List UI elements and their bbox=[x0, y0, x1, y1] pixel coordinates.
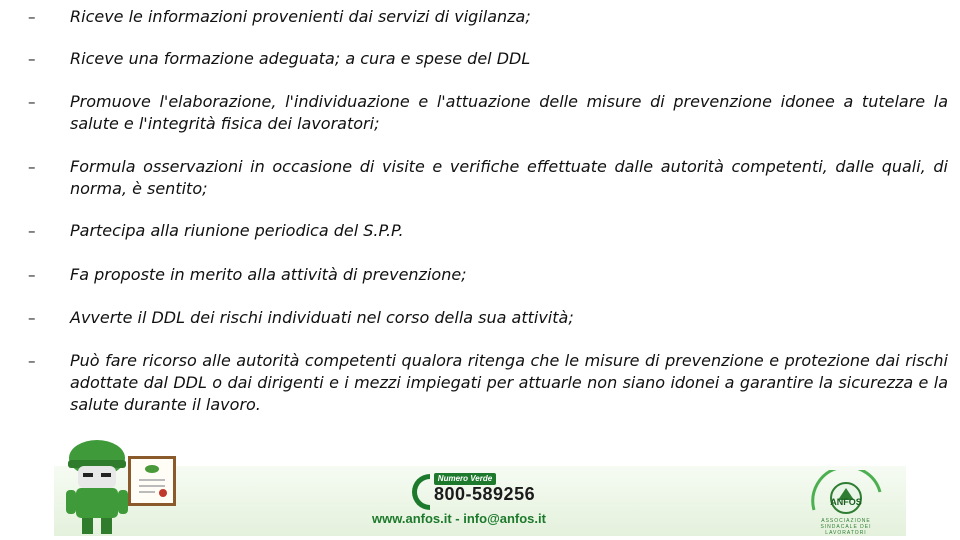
list-item bbox=[28, 264, 948, 286]
bullet-dash: – bbox=[28, 158, 36, 176]
website-email-link[interactable]: www.anfos.it - info@anfos.it bbox=[372, 511, 546, 526]
list-item-text: Promuove l'elaborazione, l'individuazione e l'attuazione delle misure di prevenzione idonee a tutelare la salute e l'integrità fisica dei lavoratori; bbox=[70, 92, 948, 133]
list-item-text: Fa proposte in merito alla attività di prevenzione; bbox=[70, 265, 467, 284]
list-item-text: Partecipa alla riunione periodica del S.P.P. bbox=[70, 221, 404, 240]
bullet-dash: – bbox=[28, 309, 36, 327]
phone-number: 800-589256 bbox=[434, 484, 536, 504]
mascot-illustration bbox=[62, 436, 132, 536]
bullet-dash: – bbox=[28, 93, 36, 111]
bullet-dash: – bbox=[28, 8, 36, 26]
list-item-text: Formula osservazioni in occasione di visite e verifiche effettuate dalle autorità competenti, dalle quali, di norma, è sentito; bbox=[70, 157, 948, 198]
anfos-logo-text: ANFOS bbox=[830, 497, 862, 507]
bullet-dash: – bbox=[28, 222, 36, 240]
list-item bbox=[28, 350, 948, 416]
list-item-text: Riceve le informazioni provenienti dai servizi di vigilanza; bbox=[70, 7, 531, 26]
list-item bbox=[28, 220, 948, 242]
list-item bbox=[28, 6, 948, 28]
list-item bbox=[28, 91, 948, 135]
numero-verde-label: Numero Verde bbox=[434, 473, 496, 485]
list-item-text: Può fare ricorso alle autorità competenti qualora ritenga che le misure di prevenzione e protezione dai rischi adottate dal DDL o dai dirigenti e i mezzi impiegati per attuarle non siano idonei a garantire la sicurezza e la salute durante il lavoro. bbox=[70, 351, 948, 414]
list-item bbox=[28, 48, 948, 70]
certificate-icon bbox=[128, 456, 176, 506]
list-item bbox=[28, 307, 948, 329]
bullet-dash: – bbox=[28, 352, 36, 370]
bullet-dash: – bbox=[28, 266, 36, 284]
list-item-text: Avverte il DDL dei rischi individuati nel corso della sua attività; bbox=[70, 308, 574, 327]
anfos-subtitle: ASSOCIAZIONE SINDACALE DEI LAVORATORI bbox=[820, 518, 872, 536]
bullet-dash: – bbox=[28, 50, 36, 68]
list-item bbox=[28, 156, 948, 200]
list-item-text: Riceve una formazione adeguata; a cura e spese del DDL bbox=[70, 49, 531, 68]
